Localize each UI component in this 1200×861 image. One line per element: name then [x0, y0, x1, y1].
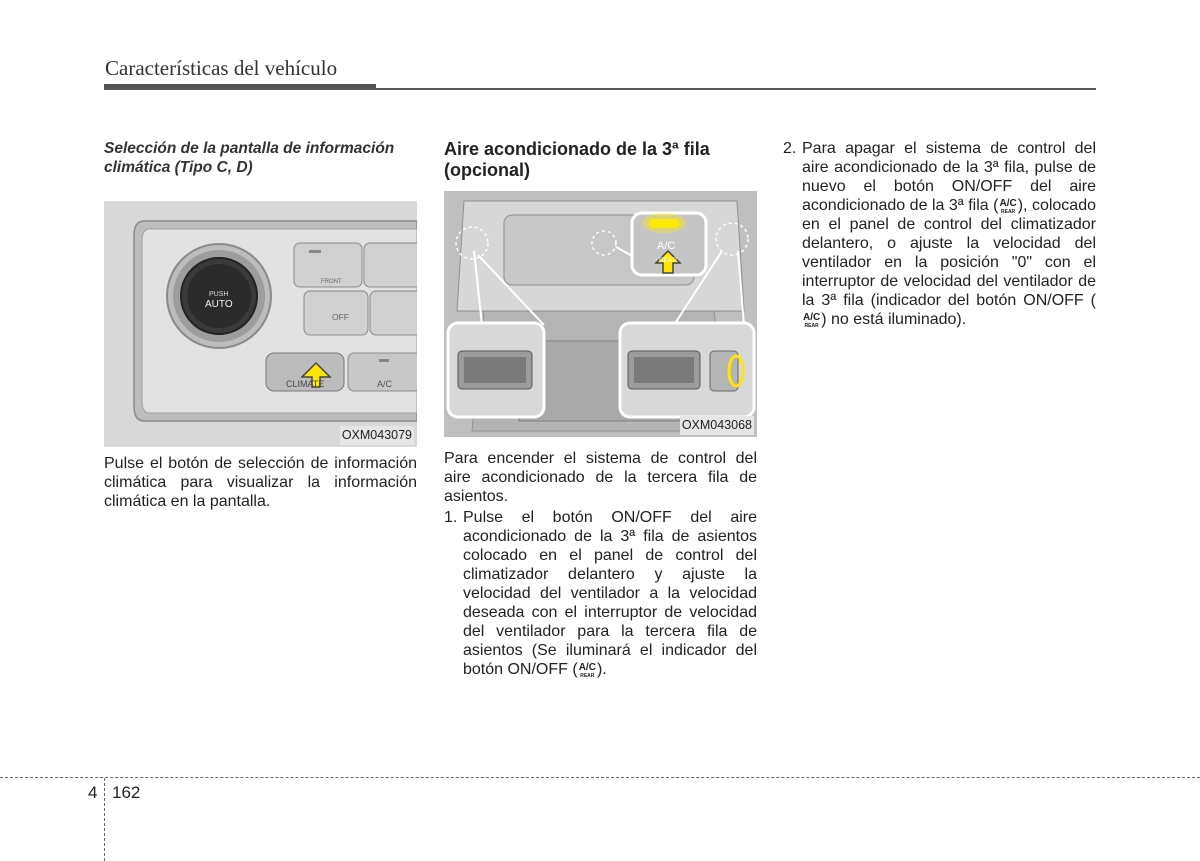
subheading-climate-info: Selección de la pantalla de información climática (Tipo C, D) — [104, 140, 395, 176]
step-number: 2. — [783, 140, 797, 157]
figure-climate-panel — [104, 201, 417, 447]
paragraph-climate-info: Pulse el botón de selección de información climática para visualizar la información climática en la pantalla. — [104, 455, 417, 510]
header-rule — [104, 84, 376, 90]
section-number: 4 — [88, 783, 98, 802]
ac-button-label: A/C — [377, 379, 393, 389]
paragraph-intro: Para encender el sistema de control del aire acondicionado de la tercera fila de asientos. — [444, 450, 757, 505]
step-text — [802, 139, 1096, 329]
column-2 — [444, 139, 757, 679]
step-text-part: Pulse el botón ON/OFF del aire acondicionado de la 3ª fila de asientos colocado en el panel de control del climatizador delantero y ajuste la velocidad del ventilador a la velocidad deseada con el interruptor de velocidad del ventilador para la tercera fila de asientos (Se iluminará el indicador del botón ON/OFF ( — [463, 509, 757, 678]
push-label: PUSH — [209, 291, 229, 298]
page-header-title: Características del vehículo — [105, 56, 338, 80]
step-text-part-a: Para apagar el sistema de control del aire acondicionado de la 3ª fila, pulse de nuevo el botón ON/OFF del aire acondicionado de la 3ª fila ( — [802, 140, 1096, 214]
steps-list — [783, 139, 1096, 329]
figure-code: OXM043068 — [680, 416, 754, 435]
header-rule-thin — [376, 88, 1096, 90]
step-text-part-c: ) no está iluminado). — [821, 311, 967, 328]
step-1 — [444, 508, 757, 679]
ac-rear-icon: A/C REAR — [999, 198, 1017, 215]
step-text-end: ). — [596, 661, 607, 678]
column-3 — [783, 139, 1096, 329]
ac-label: A/C — [657, 240, 676, 252]
heading-third-row-ac: Aire acondicionado de la 3ª fila (opcional) — [444, 139, 710, 180]
step-number: 1. — [444, 509, 458, 526]
figure-third-row-ac — [444, 191, 757, 437]
step-2 — [783, 139, 1096, 329]
auto-label: AUTO — [205, 299, 233, 310]
page-number: 162 — [112, 783, 141, 802]
rear-label: REAR — [659, 257, 678, 264]
step-text — [463, 508, 757, 679]
footer-divider — [0, 777, 1200, 778]
third-row-ac-illustration — [444, 191, 757, 437]
ac-rear-icon: A/C REAR — [803, 312, 821, 329]
steps-list — [444, 508, 757, 679]
climate-button-label: CLIMATE — [286, 379, 325, 389]
column-1 — [104, 139, 417, 511]
front-defrost-label: FRONT — [321, 279, 342, 285]
figure-code: OXM043079 — [340, 426, 414, 445]
footer-vertical-divider — [104, 778, 105, 861]
step-text-part-b: ), colocado en el panel de control del climatizador delantero, o ajuste la velocidad del ventilador en la posición "0" con el interruptor de velocidad del ventilador de la 3ª fila (indicador del botón ON/OFF ( — [802, 197, 1097, 309]
climate-panel-illustration — [104, 201, 417, 447]
off-label: OFF — [332, 312, 349, 322]
ac-rear-icon: A/C REAR — [578, 662, 596, 679]
